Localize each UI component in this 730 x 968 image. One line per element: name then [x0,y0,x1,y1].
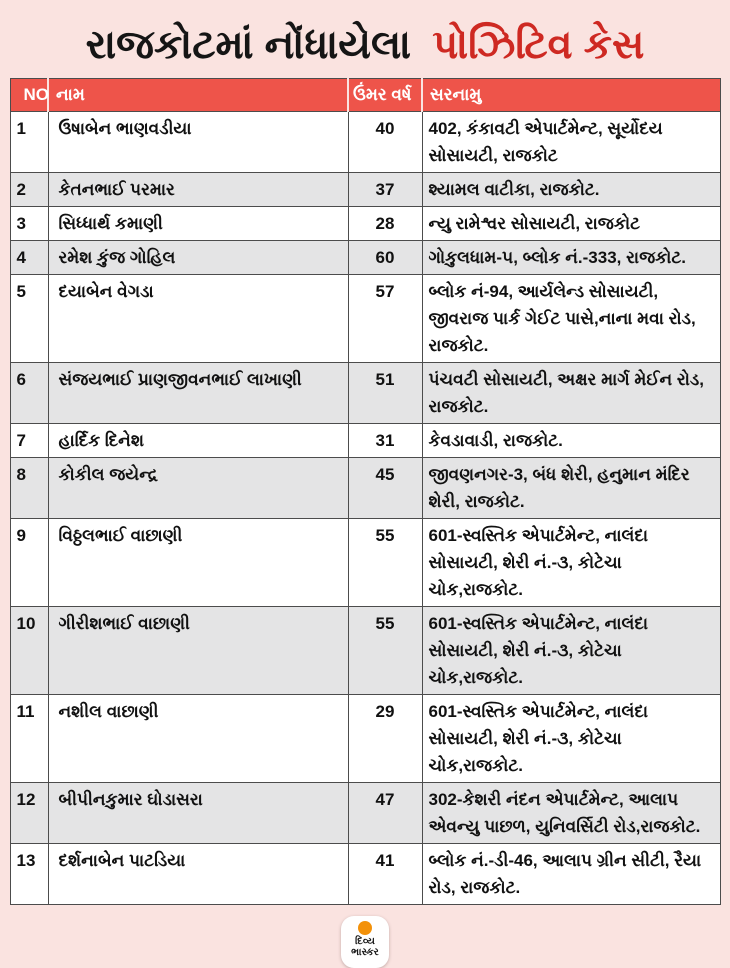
address-cell: 302-કેશરી નંદન એપાર્ટમેન્ટ, આલાપ એવન્યુ પાછળ, યુનિવર્સિટી રોડ,રાજકોટ. [422,783,720,844]
row-number-cell: 9 [10,519,48,607]
row-number-cell: 7 [10,424,48,458]
age-cell: 55 [348,607,422,695]
table-header [10,79,720,112]
table-row [10,607,720,695]
header-no: NO [10,79,48,112]
table-row [10,241,720,275]
age-cell: 55 [348,519,422,607]
logo-text-line2: ભાસ્કર [351,947,379,958]
header-name: નામ [48,79,348,112]
address-cell: બ્લોક નં.-ડી-46, આલાપ ગ્રીન સીટી, રૈયા રોડ, રાજકોટ. [422,844,720,905]
address-cell: શ્યામલ વાટીકા, રાજકોટ. [422,173,720,207]
row-number-cell: 3 [10,207,48,241]
age-cell: 47 [348,783,422,844]
header-address: સરનામુ [422,79,720,112]
row-number-cell: 4 [10,241,48,275]
row-number-cell: 5 [10,275,48,363]
name-cell: ગીરીશભાઈ વાછાણી [48,607,348,695]
age-cell: 28 [348,207,422,241]
divya-bhaskar-logo [341,916,389,968]
age-cell: 37 [348,173,422,207]
page-title-black: રાજકોટમાં નોંધાયેલા [85,23,412,67]
table-row [10,783,720,844]
address-cell: કેવડાવાડી, રાજકોટ. [422,424,720,458]
address-cell: 601-સ્વસ્તિક એપાર્ટમેન્ટ, નાલંદા સોસાયટી, શેરી નં.-૩, કોટેચા ચોક,રાજકોટ. [422,695,720,783]
row-number-cell: 10 [10,607,48,695]
row-number-cell: 1 [10,112,48,173]
name-cell: ઉષાબેન ભાણવડીયા [48,112,348,173]
row-number-cell: 13 [10,844,48,905]
address-cell: 601-સ્વસ્તિક એપાર્ટમેન્ટ, નાલંદા સોસાયટી, શેરી નં.-૩, કોટેચા ચોક,રાજકોટ. [422,607,720,695]
address-cell: 402, કંકાવટી એપાર્ટમેન્ટ, સૂર્યોદય સોસાયટી, રાજકોટ [422,112,720,173]
cases-table [10,78,721,905]
page-title-red: પોઝિટિવ કેસ [432,23,645,67]
page-title [10,14,720,76]
name-cell: હાર્દિક દિનેશ [48,424,348,458]
age-cell: 41 [348,844,422,905]
age-cell: 60 [348,241,422,275]
table-row [10,275,720,363]
address-cell: ન્યુ રામેશ્વર સોસાયટી, રાજકોટ [422,207,720,241]
address-cell: 601-સ્વસ્તિક એપાર્ટમેન્ટ, નાલંદા સોસાયટી, શેરી નં.-૩, કોટેચા ચોક,રાજકોટ. [422,519,720,607]
age-cell: 40 [348,112,422,173]
address-cell: જીવણનગર-3, બંધ શેરી, હનુમાન મંદિર શેરી, રાજકોટ. [422,458,720,519]
row-number-cell: 12 [10,783,48,844]
name-cell: કેતનભાઈ પરમાર [48,173,348,207]
age-cell: 29 [348,695,422,783]
name-cell: વિઠ્ઠલભાઈ વાછાણી [48,519,348,607]
table-row [10,424,720,458]
table-row [10,695,720,783]
age-cell: 45 [348,458,422,519]
table-row [10,844,720,905]
address-cell: બ્લોક નં-94, આર્યલેન્ડ સોસાયટી, જીવરાજ પાર્ક ગેઈટ પાસે,નાના મવા રોડ, રાજકોટ. [422,275,720,363]
address-cell: ગોકુલધામ-૫, બ્લોક નં.-333, રાજકોટ. [422,241,720,275]
name-cell: સિધ્ધાર્થ કમાણી [48,207,348,241]
logo-sun-icon [358,921,372,935]
name-cell: દર્શનાબેન પાટડિયા [48,844,348,905]
row-number-cell: 11 [10,695,48,783]
name-cell: દયાબેન વેગડા [48,275,348,363]
header-age: ઉંમર વર્ષ [348,79,422,112]
age-cell: 31 [348,424,422,458]
table-row [10,458,720,519]
name-cell: સંજયભાઈ પ્રાણજીવનભાઈ લાખાણી [48,363,348,424]
name-cell: બીપીનકુમાર ઘોડાસરા [48,783,348,844]
name-cell: કોકીલ જયેન્દ્ર [48,458,348,519]
table-row [10,363,720,424]
table-row [10,519,720,607]
logo-text-line1: દિવ્ય [355,936,375,947]
row-number-cell: 2 [10,173,48,207]
row-number-cell: 6 [10,363,48,424]
row-number-cell: 8 [10,458,48,519]
table-row [10,173,720,207]
table-row [10,207,720,241]
table-row [10,112,720,173]
table-body [10,112,720,905]
name-cell: નશીલ વાછાણી [48,695,348,783]
age-cell: 57 [348,275,422,363]
age-cell: 51 [348,363,422,424]
address-cell: પંચવટી સોસાયટી, અક્ષર માર્ગ મેઈન રોડ, રાજકોટ. [422,363,720,424]
name-cell: રમેશ કુંજ ગોહિલ [48,241,348,275]
